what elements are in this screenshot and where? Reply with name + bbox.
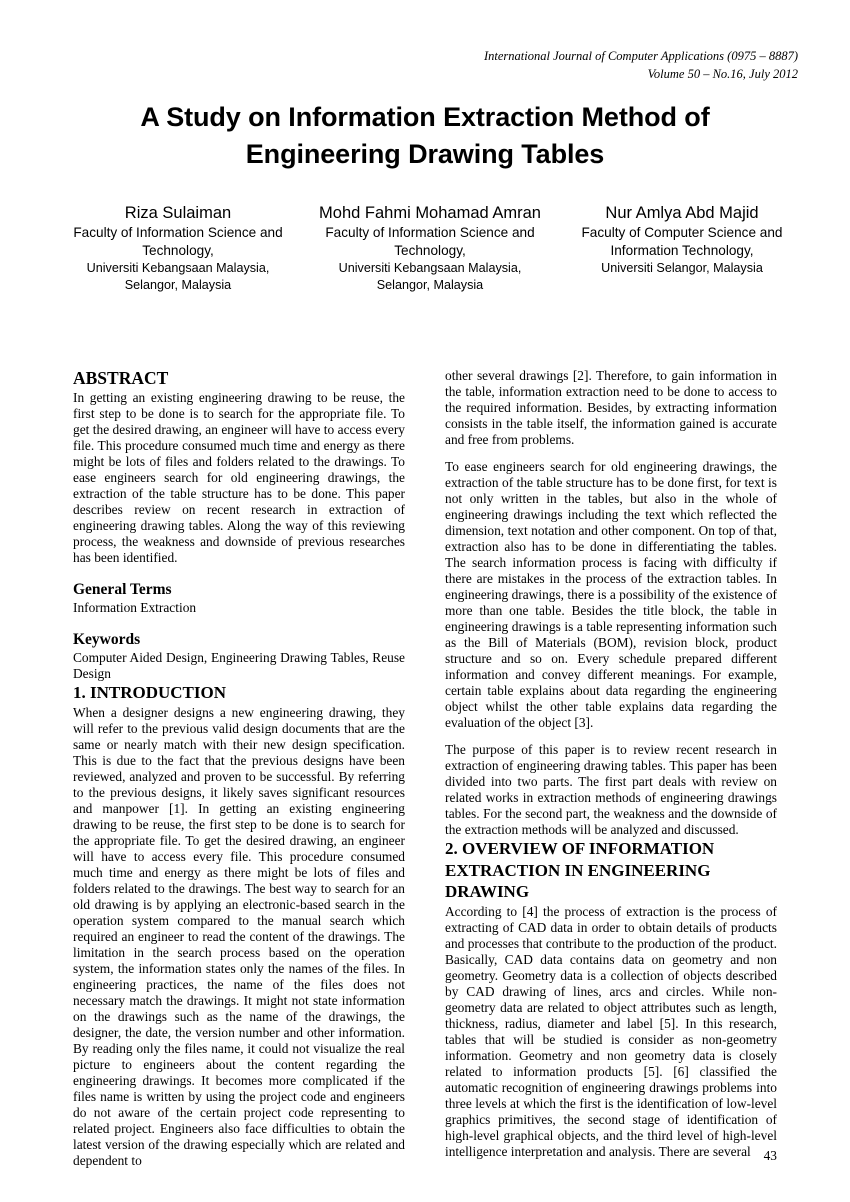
right-paragraph-1: other several drawings [2]. Therefore, to gain information in the table, information extraction need to be done to access to the required information. Besides, by extracting information consists in the table itself, the information gained is accurate and free from problems. <box>445 368 777 447</box>
author-affiliation-secondary: Universiti Selangor, Malaysia <box>601 261 763 275</box>
author-affiliation-primary: Faculty of Information Science and Technology, <box>73 225 283 258</box>
author-block <box>60 203 800 294</box>
right-paragraph-2: To ease engineers search for old engineering drawings, the extraction of the table structure has to be done first, for text is not only written in the tables, but also in the whole of engineering drawings including the text which reflected the dimension, text notation and other component. On top of that, extraction also has to be done in differentiating the tables. The search information process is facing with difficulty if there are mistakes in the process of the extraction tables. In engineering drawings, there is a possibility of the existence of more than one table. Besides the title block, the table in engineering drawings is a table representing information such as the Bill of Materials (BOM), revision block, product structure and so on. Every schedule prepared different information and convey different meanings. For example, certain table explains about data regarding the engineering object whilst the other table explains data regarding the evaluation of the object [3]. <box>445 459 777 730</box>
general-terms-text: Information Extraction <box>73 600 197 615</box>
right-column <box>445 368 777 1158</box>
journal-volume: Volume 50 – No.16, July 2012 <box>647 66 798 81</box>
section-1-text: When a designer designs a new engineering drawing, they will refer to the previous valid design documents that are the same or nearly match with their new design specification. This is due to the fact that the previous designs have been reviewed, analyzed and proven to be successful. By referring to the previous designs, it likely saves significant resources and manpower [1]. In getting an existing engineering drawing to be reuse, the first step to be done is to search for the appropriate file. To get the desired drawing, an engineer will have to access every file. This procedure consumed much time and energy as there might be lots of files and folders related to the drawings. The best way to search for an old drawing is by applying an electronic-based search in the operation system compared to the manual search which required an engineer to read the content of the drawings. The limitation in the search process based on the operation system, the information states only the names of the files. In engineering practices, the name of the files does not necessary match the drawings. It might not state information on the drawings such as the name of the drawings, the designer, the date, the version number and other information. By reading only the files name, it could not visualize the real picture to engineers about the content regarding the engineering drawings. It becomes more complicated if the files name is written by using the project code and engineers do not aware of the certain project code representing to related project. Engineers also face difficulties to obtain the latest version of the drawing especially which are related and dependent to <box>73 704 405 1168</box>
author-entry <box>312 203 548 294</box>
running-head <box>198 48 798 83</box>
section-2-text: According to [4] the process of extraction is the process of extracting of CAD data in order to obtain details of products and processes that contribute to the production of the product. Basically, CAD data contains data on geometry and non geometry. Geometry data is a collection of objects described by CAD drawing of lines, arcs and circles. While non-geometry data are related to object attributes such as length, thickness, radius, diameter and label [5]. In this research, tables that will be studied is consider as non-geometry information. Geometry and non geometry data is closely related to information products [5]. [6] classified the automatic recognition of engineering drawings problems into three levels at which the first is the identification of low-level graphics primitives, the second stage of identification of high-level graphical objects, and the third level of high-level intelligence interpretation and analysis. There are several <box>445 903 777 1159</box>
body-columns <box>73 368 777 1168</box>
author-affiliation-primary: Faculty of Information Science and Technology, <box>325 225 535 258</box>
author-entry <box>564 203 800 277</box>
keywords-text: Computer Aided Design, Engineering Drawing Tables, Reuse Design <box>73 650 405 681</box>
right-paragraph-3: The purpose of this paper is to review recent research in extraction of engineering drawing tables. This paper has been divided into two parts. The first part deals with review on related works in extraction methods of engineering drawings tables. For the second part, the weakness and the downside of the extraction methods will be analyzed and discussed. <box>445 742 777 837</box>
abstract-heading: ABSTRACT <box>73 368 169 388</box>
title-line-1: A Study on Information Extraction Method of <box>140 102 710 132</box>
author-name: Riza Sulaiman <box>124 204 232 222</box>
author-affiliation-secondary: Universiti Kebangsaan Malaysia, Selangor, Malaysia <box>338 261 522 292</box>
general-terms-heading: General Terms <box>73 581 172 598</box>
title-line-2: Engineering Drawing Tables <box>245 139 605 169</box>
abstract-text: In getting an existing engineering drawing to be reuse, the first step to be done is to search for the appropriate file. To get the desired drawing, an engineer will have to access every file. This procedure consumed much time and energy as there might be lots of files and folders related to the drawings. To ease engineers search for old engineering drawings, the extraction of the table structure has to be done. This paper describes review on recent research in extraction of engineering drawing tables. Along the way of this reviewing process, the weakness and downside of previous researches has been identified. <box>73 390 405 565</box>
author-name: Mohd Fahmi Mohamad Amran <box>319 204 541 222</box>
left-column <box>73 368 405 1168</box>
author-affiliation-primary: Faculty of Computer Science and Information Technology, <box>581 225 783 258</box>
page-number: 43 <box>763 1148 777 1163</box>
author-affiliation-secondary: Universiti Kebangsaan Malaysia, Selangor, Malaysia <box>86 261 270 292</box>
author-entry <box>60 203 296 294</box>
keywords-heading: Keywords <box>73 631 141 648</box>
author-name: Nur Amlya Abd Majid <box>605 204 759 222</box>
section-1-heading: 1. INTRODUCTION <box>73 683 227 702</box>
section-2-heading: 2. OVERVIEW OF INFORMATION EXTRACTION IN ENGINEERING DRAWING <box>445 839 715 901</box>
page-title <box>95 99 755 173</box>
journal-name: International Journal of Computer Applications (0975 – 8887) <box>484 49 798 63</box>
